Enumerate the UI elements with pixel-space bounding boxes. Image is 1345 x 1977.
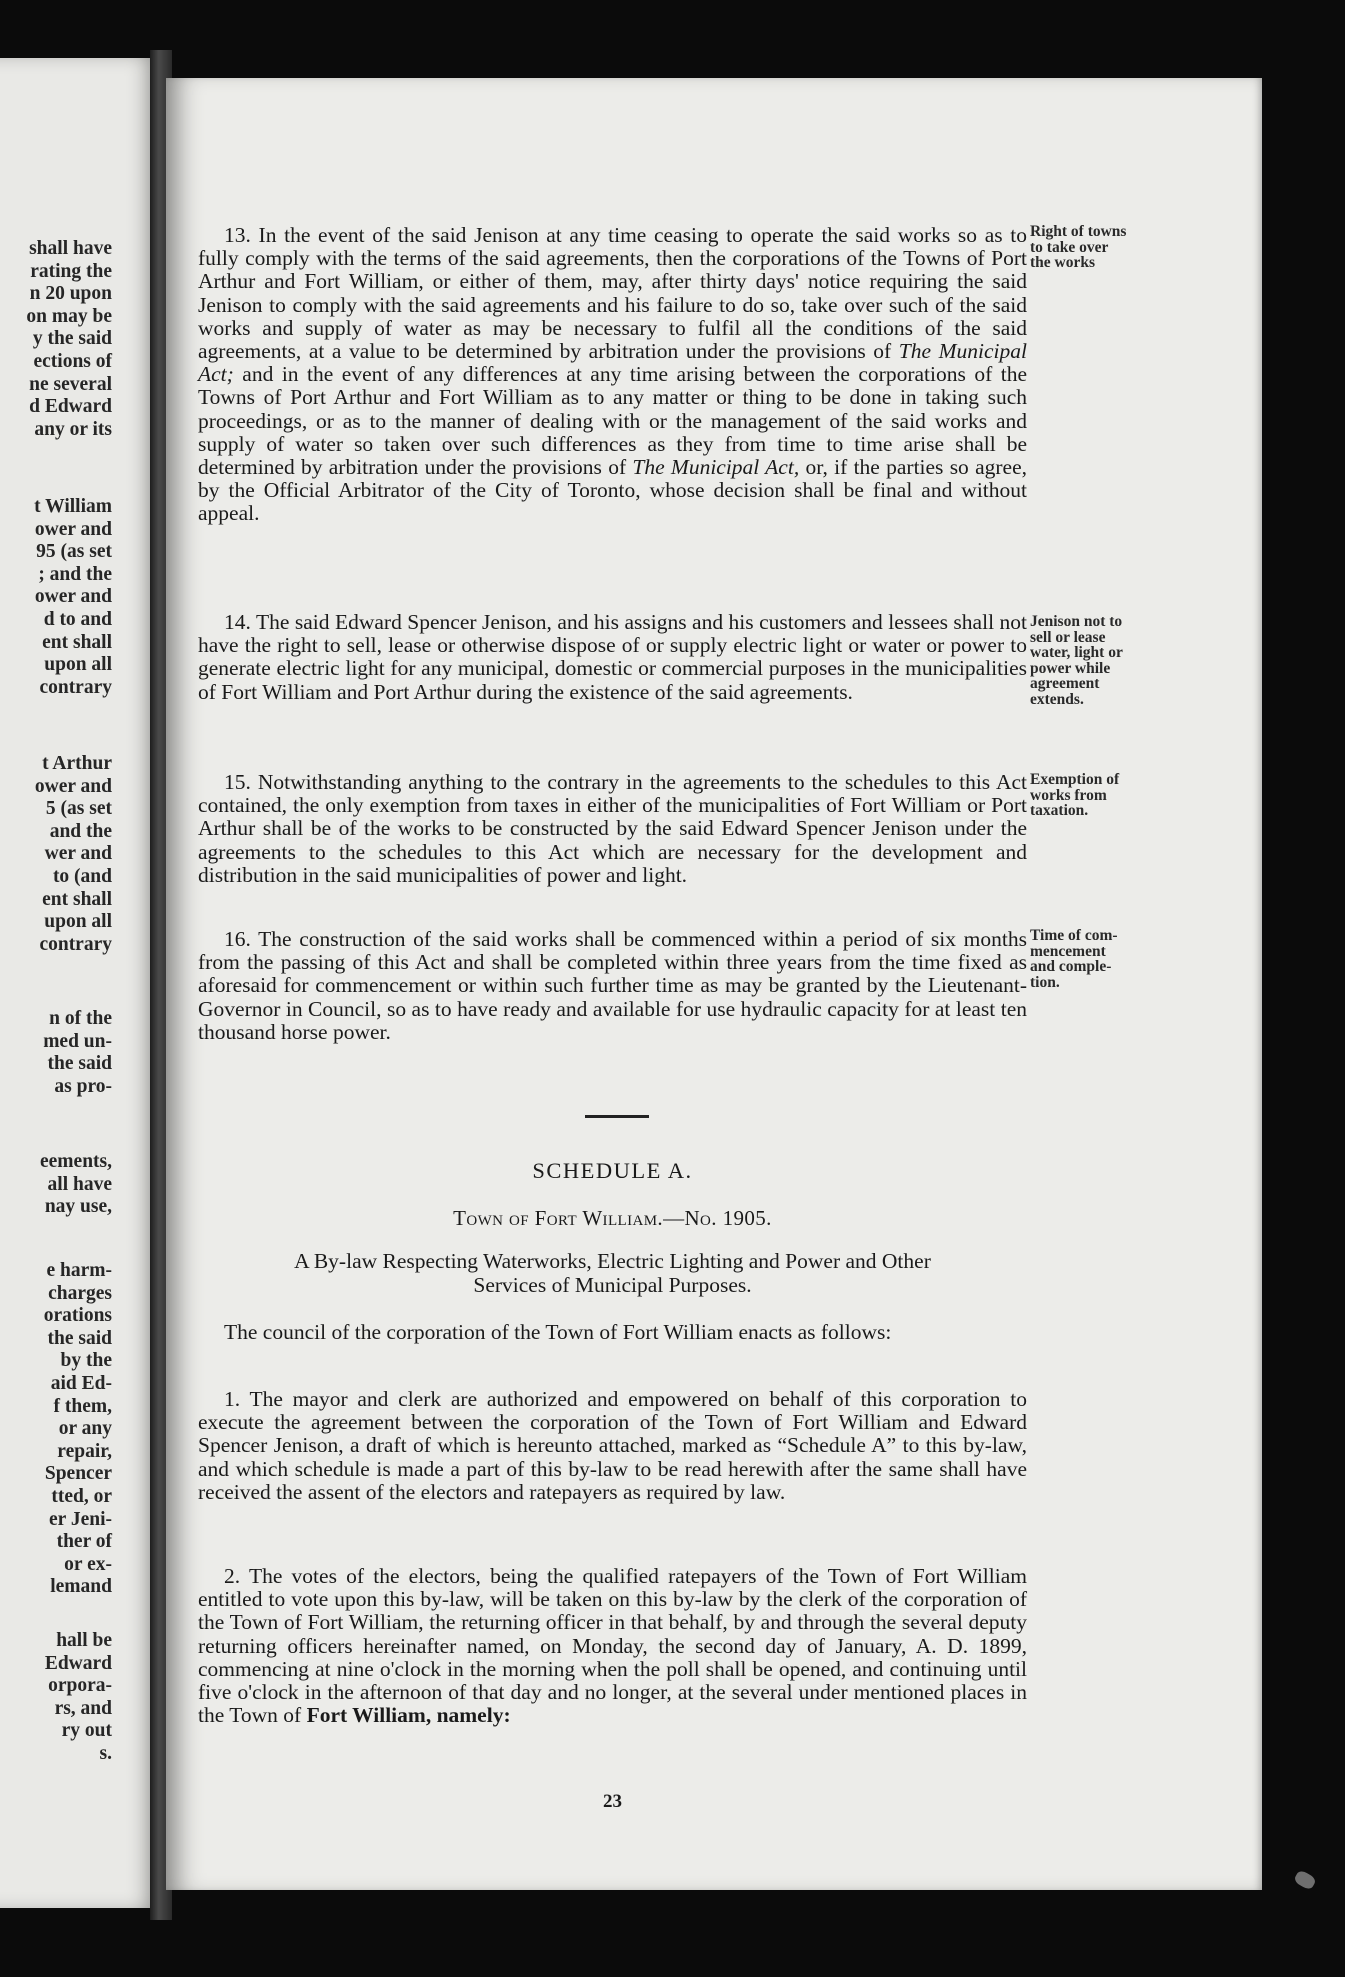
facing-line: orations — [43, 1305, 112, 1327]
facing-page-text — [0, 1151, 160, 1219]
facing-line: to (and — [52, 865, 112, 887]
enacting-clause: The council of the corporation of the Town of Fort William enacts as follows: — [224, 1320, 892, 1344]
scan-smudge — [1293, 1869, 1317, 1891]
facing-line: the said — [47, 1053, 112, 1075]
facing-line: and the — [49, 820, 112, 842]
facing-line: d Edward — [29, 396, 112, 418]
facing-line: ry out — [61, 1720, 112, 1742]
marginal-note: Jenison not to sell or lease water, light or power while agreement extends. — [1030, 613, 1123, 708]
schedule-title: SCHEDULE A. — [532, 1158, 693, 1183]
facing-page-text — [0, 1630, 160, 1766]
facing-line: any or its — [34, 418, 112, 440]
section-15: 15. Notwithstanding anything to the contrary in the agreements to the schedules to this Act contained, the only exemption from taxes in either of the municipalities of Fort William or Port Arthur shall be of the works to be constructed by the said Edward Spencer Jenison under the agreements to the schedules to this Act which are necessary for the development and distribution in the said municipalities of power and light. — [198, 770, 1028, 887]
facing-line: ther of — [56, 1531, 112, 1553]
facing-line: eements, — [39, 1151, 112, 1172]
facing-line: n 20 upon — [29, 283, 112, 305]
facing-line: er Jeni- — [49, 1508, 112, 1530]
facing-line: on may be — [26, 305, 112, 327]
facing-line: t William — [34, 496, 112, 517]
facing-page — [0, 58, 160, 1908]
facing-line: Spencer — [44, 1463, 112, 1485]
marginal-note: Exemption of works from taxation. — [1030, 771, 1120, 819]
facing-line: all have — [47, 1173, 112, 1195]
page-number: 23 — [603, 1791, 622, 1812]
facing-line: contrary — [39, 933, 112, 955]
facing-line: tted, or — [51, 1485, 112, 1507]
section-number: 15. — [224, 770, 251, 794]
facing-line: orpora- — [48, 1675, 112, 1697]
facing-line: wer and — [44, 843, 112, 865]
facing-line: or any — [58, 1418, 112, 1440]
facing-line: upon all — [44, 911, 112, 933]
facing-line: ent shall — [42, 888, 112, 910]
section-14: 14. The said Edward Spencer Jenison, and his assigns and his customers and lessees shall not have the right to sell, lease or otherwise dispose of or supply electric light or water or power to generate electric light for any municipal, domestic or commercial purposes in the municipalities of Fort William and Port Arthur during the existence of the said agreements. — [198, 610, 1027, 704]
schedule-subtitle: Town of Fort William.—No. 1905. — [453, 1206, 772, 1230]
section-number: 16. — [224, 927, 251, 951]
facing-line: rating the — [30, 260, 112, 282]
facing-line: ent shall — [42, 631, 112, 653]
facing-line: by the — [60, 1350, 112, 1372]
facing-line: as pro- — [54, 1075, 112, 1097]
facing-line: rs, and — [54, 1697, 112, 1719]
facing-line: ower and — [34, 518, 112, 540]
facing-line: med un- — [43, 1030, 112, 1052]
section-13: 13. In the event of the said Jenison at any time ceasing to operate the said works so as to fully comply with the terms of the said agreements, then the corporations of the Towns of Port Arthur and Fort William, or either of them, may, after thirty days' notice requiring the said Jenison to comply with the said agreements and his failure to do so, take over such of the said works and supply of water as may be necessary to fulfil all the conditions of the said agreements, at a value to be determined by arbitration under the provisions of The Municipal Act; and in the event of any differences at any time arising between the corporations of the Towns of Port Arthur and Fort William as to any matter or thing to be done in taking such proceedings, or as to the manner of dealing with or the management of the said works and supply of water so taken over such differences as they from time to time arise shall be determined by arbitration under the provisions of The Municipal Act, or, if the parties so agree, by the Official Arbitrator of the City of Toronto, whose decision shall be final and without appeal. — [198, 223, 1027, 526]
facing-line: upon all — [44, 654, 112, 676]
facing-page-text — [0, 1260, 160, 1599]
facing-line: or ex- — [64, 1553, 112, 1575]
facing-page-text — [0, 496, 160, 699]
facing-line: ower and — [34, 586, 112, 608]
facing-line: Edward — [44, 1652, 112, 1674]
facing-line: the said — [47, 1327, 112, 1349]
section-number: 14. — [224, 610, 251, 634]
clause-number: 2. — [224, 1564, 241, 1588]
facing-line: repair, — [57, 1440, 112, 1462]
facing-line: hall be — [56, 1630, 112, 1651]
bylaw-clause-2: 2. The votes of the electors, being the qualified ratepayers of the Town of Fort William entitled to vote upon this by-law, will be taken on this by-law by the clerk of the corporation of the Town of Fort William, the returning officer in that behalf, by and through the several deputy returning officers hereinafter named, on Monday, the second day of January, A. D. 1899, commencing at nine o'clock in the morning when the poll shall be opened, and continuing until five o'clock in the afternoon of that day and no longer, at the several under mentioned places in the Town of Fort William, namely: — [198, 1564, 1027, 1728]
facing-line: charges — [48, 1282, 112, 1304]
facing-line: e harm- — [46, 1260, 112, 1281]
facing-line: f them, — [53, 1395, 112, 1417]
section-divider — [585, 1115, 649, 1118]
facing-line: d to and — [43, 608, 112, 630]
facing-line: 5 (as set — [45, 798, 112, 820]
facing-line: aid Ed- — [50, 1372, 112, 1394]
marginal-note: Time of com- mencement and comple- tion. — [1030, 927, 1118, 991]
facing-line: ower and — [34, 775, 112, 797]
clause-number: 1. — [224, 1387, 241, 1411]
facing-page-text — [0, 238, 160, 441]
bylaw-clause-1: 1. The mayor and clerk are authorized and empowered on behalf of this corporation to execute the agreement between the corporation of the Town of Fort William and Edward Spencer Jenison, a draft of which is hereunto attached, marked as “Schedule A” to this by-law, and which schedule is made a part of this by-law to be read herewith after the same shall have received the assent of the electors and ratepayers as required by law. — [198, 1387, 1027, 1504]
facing-line: ne several — [29, 373, 112, 395]
facing-line: contrary — [39, 676, 112, 698]
facing-line: n of the — [49, 1008, 112, 1029]
facing-line: ; and the — [38, 563, 112, 585]
section-number: 13. — [224, 223, 251, 247]
section-16: 16. The construction of the said works shall be commenced within a period of six months from the passing of this Act and shall be completed within three years from the time fixed as aforesaid for commencement or within such further time as may be granted by the Lieutenant-Governor in Council, so as to have ready and available for use hydraulic capacity for at least ten thousand horse power. — [198, 927, 1027, 1044]
facing-line: y the said — [32, 328, 112, 350]
facing-line: s. — [99, 1742, 112, 1764]
facing-page-text — [0, 753, 160, 956]
document-page — [166, 78, 1262, 1890]
facing-line: lemand — [50, 1576, 112, 1598]
facing-line: t Arthur — [42, 753, 112, 774]
facing-line: nay use, — [44, 1196, 112, 1218]
bylaw-heading: A By-law Respecting Waterworks, Electric Lighting and Power and Other Services of Municipal Purposes. — [294, 1249, 931, 1297]
marginal-note: Right of towns to take over the works — [1030, 223, 1127, 271]
facing-line: ections of — [33, 350, 112, 372]
facing-page-text — [0, 1008, 160, 1098]
facing-line: shall have — [29, 238, 112, 259]
facing-line: 95 (as set — [36, 541, 112, 563]
